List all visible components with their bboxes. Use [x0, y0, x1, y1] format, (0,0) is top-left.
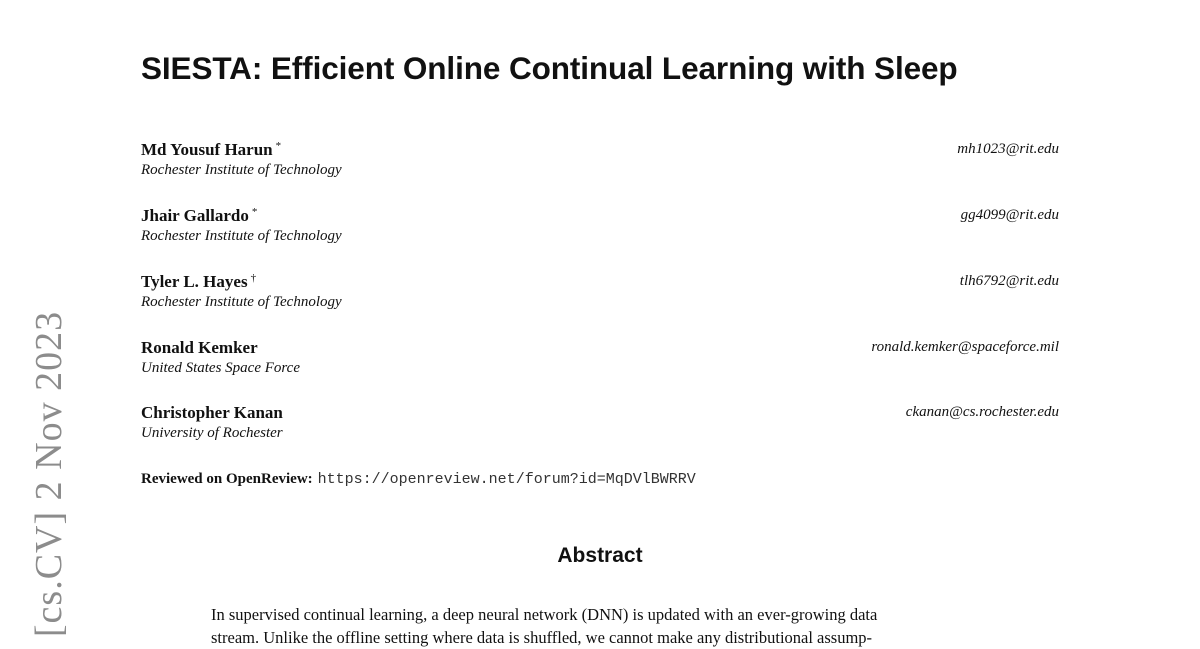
author-name: Ronald Kemker [141, 338, 258, 357]
abstract-body [211, 603, 1001, 649]
author-block [141, 272, 1059, 314]
author-affiliation: United States Space Force [141, 360, 300, 376]
author-block [141, 338, 1059, 380]
author-name: Christopher Kanan [141, 403, 283, 422]
author-email: ronald.kemker@spaceforce.mil [871, 339, 1059, 355]
author-name: Md Yousuf Harun * [141, 140, 282, 159]
author-affiliation: Rochester Institute of Technology [141, 294, 342, 310]
arxiv-identifier-stamp: [cs.CV] 2 Nov 2023 [28, 310, 70, 638]
openreview-line [141, 470, 696, 488]
author-block [141, 206, 1059, 248]
author-footnote-mark: † [250, 272, 257, 284]
openreview-link[interactable]: https://openreview.net/forum?id=MqDVlBWRRV [317, 471, 696, 488]
author-email: ckanan@cs.rochester.edu [905, 404, 1059, 420]
abstract-line: stream. Unlike the offline setting where data is shuffled, we cannot make any distributional assump- [211, 628, 873, 647]
abstract-line: In supervised continual learning, a deep neural network (DNN) is updated with an ever-growing data [211, 605, 878, 624]
paper-title: SIESTA: Efficient Online Continual Learning with Sleep [141, 50, 958, 86]
author-affiliation: Rochester Institute of Technology [141, 162, 342, 178]
author-affiliation: University of Rochester [141, 425, 283, 441]
abstract-heading: Abstract [557, 544, 643, 567]
author-email: tlh6792@rit.edu [959, 273, 1059, 289]
author-block [141, 140, 1059, 182]
author-email: mh1023@rit.edu [957, 141, 1059, 157]
author-footnote-mark: * [275, 140, 282, 152]
openreview-label: Reviewed on OpenReview: [141, 471, 313, 487]
author-email: gg4099@rit.edu [960, 207, 1059, 223]
author-footnote-mark: * [251, 206, 258, 218]
author-name: Tyler L. Hayes † [141, 272, 257, 291]
author-affiliation: Rochester Institute of Technology [141, 228, 342, 244]
author-block [141, 403, 1059, 445]
author-name: Jhair Gallardo * [141, 206, 258, 225]
